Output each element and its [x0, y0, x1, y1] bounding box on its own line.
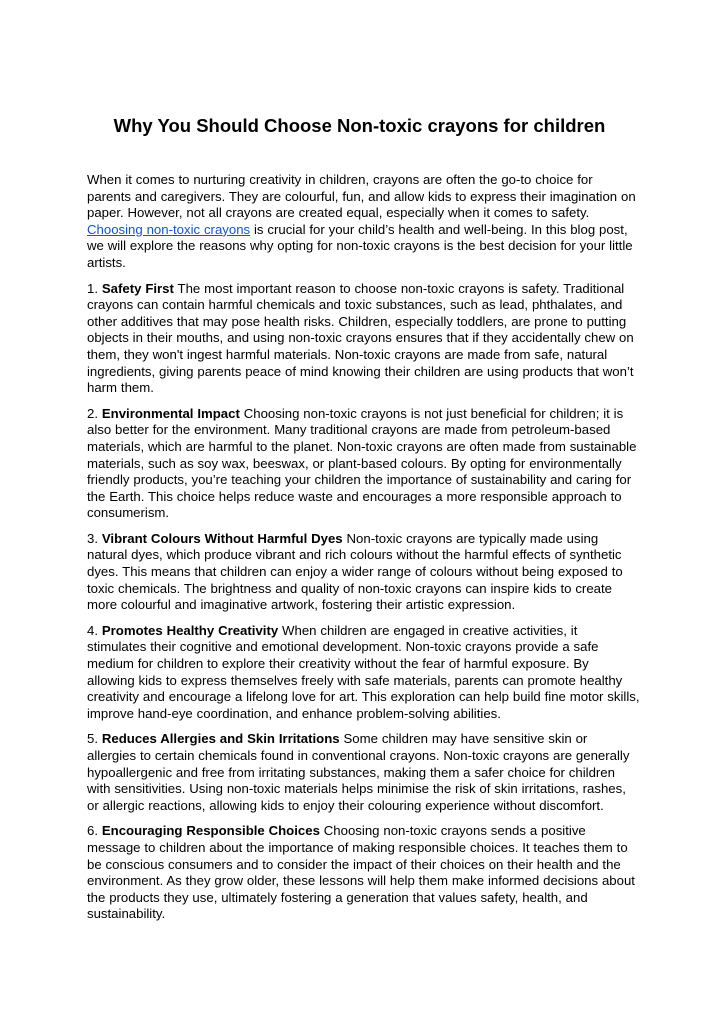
section-heading: Encouraging Responsible Choices [101, 823, 320, 839]
section-paragraph-healthy-creativity [87, 623, 640, 723]
document-body [87, 172, 640, 932]
section-body: Some children may have sensitive skin or allergies to certain chemicals found in conventional crayons. Non-toxic crayons are generally hypoallergenic and free from irritating substances, making them a safer choice for children with sensitivities. Using non-toxic materials helps minimise the risk of skin irritations, rashes, or allergic reactions, allowing kids to enjoy their colouring experience without discomfort. [87, 731, 630, 813]
section-heading: Safety First [101, 280, 174, 296]
section-heading: Environmental Impact [101, 405, 240, 421]
section-paragraph-environmental-impact [87, 406, 640, 522]
section-paragraph-safety-first [87, 281, 640, 397]
section-body: Non-toxic crayons are typically made using natural dyes, which produce vibrant and rich colours without the harmful effects of synthetic dyes. This means that children can enjoy a wider range of colours without being exposed to toxic chemicals. The brightness and quality of non-toxic crayons can inspire kids to create more colourful and imaginative artwork, fostering their artistic expression. [87, 530, 623, 613]
section-heading: Vibrant Colours Without Harmful Dyes [101, 530, 343, 546]
section-number: 4. [87, 622, 102, 638]
section-heading: Promotes Healthy Creativity [101, 622, 279, 638]
section-body: The most important reason to choose non-toxic crayons is safety. Traditional crayons can contain harmful chemicals and toxic substances, such as lead, phthalates, and other additives that may pose health risks. Children, especially toddlers, are prone to putting objects in their mouths, and using non-toxic crayons ensures that if they accidentally chew on them, they won't ingest harmful materials. Non-toxic crayons are made from safe, natural ingredients, giving parents peace of mind knowing their children are using products that won’t harm them. [87, 280, 634, 396]
section-paragraph-responsible-choices [87, 823, 640, 923]
page-title: Why You Should Choose Non-toxic crayons for children [113, 115, 606, 136]
section-number: 5. [87, 731, 102, 747]
section-body: Choosing non-toxic crayons sends a positive message to children about the importance of making responsible choices. It teaches them to be conscious consumers and to consider the impact of their choices on their health and the environment. As they grow older, these lessons will help them make informed decisions about the products they use, ultimately fostering a generation that values safety, health, and sustainability. [87, 823, 635, 922]
intro-paragraph [87, 172, 640, 272]
section-number: 2. [87, 405, 102, 421]
intro-text-before-link: When it comes to nurturing creativity in children, crayons are often the go-to choice for parents and caregivers. They are colourful, fun, and allow kids to express their imagination on paper. However, not all crayons are created equal, especially when it comes to safety. [87, 172, 636, 221]
section-number: 1. [87, 280, 102, 296]
choosing-non-toxic-crayons-link[interactable]: Choosing non-toxic crayons [87, 221, 251, 237]
section-body: Choosing non-toxic crayons is not just beneficial for children; it is also better for the environment. Many traditional crayons are made from petroleum-based materials, which are harmful to the planet. Non-toxic crayons are often made from sustainable materials, such as soy wax, beeswax, or plant-based colours. By opting for environmentally friendly products, you’re teaching your children the importance of sustainability and caring for the Earth. This choice helps reduce waste and encourages a more responsible approach to consumerism. [87, 405, 637, 521]
section-heading: Reduces Allergies and Skin Irritations [101, 731, 340, 747]
section-paragraph-vibrant-colours [87, 531, 640, 614]
section-body: When children are engaged in creative activities, it stimulates their cognitive and emotional development. Non-toxic crayons provide a safe medium for children to explore their creativity without the fear of harmful exposure. By allowing kids to express themselves freely with safe materials, parents can promote healthy creativity and encourage a lifelong love for art. This exploration can help build fine motor skills, improve hand-eye coordination, and enhance problem-solving abilities. [87, 622, 640, 721]
section-number: 6. [87, 823, 102, 839]
intro-text-after-link: is crucial for your child’s health and well-being. In this blog post, we will explore the reasons why opting for non-toxic crayons is the best decision for your little artists. [87, 221, 633, 270]
section-paragraph-allergies [87, 731, 640, 814]
section-number: 3. [87, 530, 102, 546]
